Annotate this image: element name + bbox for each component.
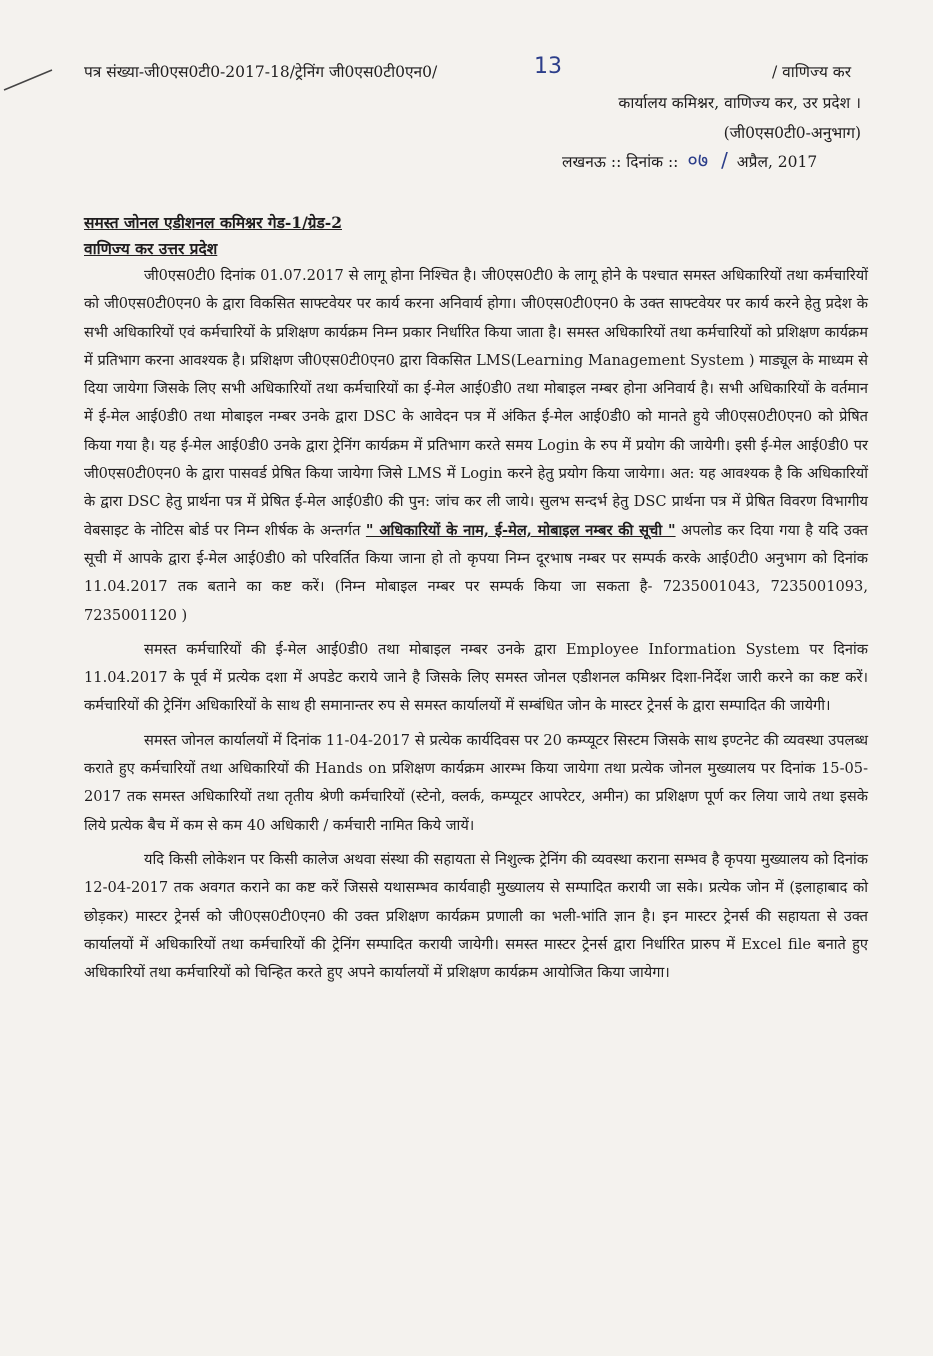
pen-stroke-mark (0, 60, 60, 100)
paragraph-1-part-b: अपलोड कर दिया गया है यदि उक्त सूची में आपके द्वारा ई-मेल आई0डी0 को परिवर्तित किया जाना हो तो कृपया निम्न दूरभाष नम्बर पर सम्पर्क करके आई0टी0 अनुभाग को दिनांक 11.04.2017 तक बताने का कष्ट करें। (निम्न मोबाइल नम्बर पर सम्पर्क किया जा सकता है- 7235001043, 7235001093, 7235001120 ) (84, 521, 868, 624)
section-name: (जी0एस0टी0-अनुभाग) (723, 124, 861, 142)
addressee-line-2: वाणिज्य कर उत्तर प्रदेश (84, 239, 218, 258)
paragraph-1-emphasis: " अधिकारियों के नाम, ई-मेल, मोबाइल नम्बर की सूची " (365, 521, 676, 539)
department-label: / वाणिज्य कर (772, 63, 852, 81)
paragraph-2: समस्त कर्मचारियों की ई-मेल आई0डी0 तथा मोबाइल नम्बर उनके द्वारा Employee Information System पर दिनांक 11.04.2017 के पूर्व में प्रत्येक दशा में अपडेट कराये जाने है जिसके लिए समस्त जोनल एडीशनल कमिश्नर दिशा-निर्देश जारी करने का कष्ट करें। कर्मचारियों की ट्रेनिंग अधिकारियों के साथ ही समानान्तर रुप से समस्त कार्यालयों में सम्बंधित जोन के मास्टर ट्रेनर्स के द्वारा सम्पादित की जायेगी। (84, 640, 868, 715)
date-month: अप्रैल, 2017 (736, 153, 818, 171)
paragraph-1 (84, 262, 868, 630)
addressee-line-1: समस्त जोनल एडीशनल कमिश्नर गेड-1/ग्रेड-2 (84, 213, 342, 232)
paragraph-1-part-a: जी0एस0टी0 दिनांक 01.07.2017 से लागू होना निश्चित है। जी0एस0टी0 के लागू होने के पश्चात समस्त अधिकारियों तथा कर्मचारियों को जी0एस0टी0एन0 के द्वारा विकसित साफ्टवेयर पर कार्य करना अनिवार्य होगा। जी0एस0टी0एन0 के उक्त साफ्टवेयर पर कार्य करने हेतु प्रदेश के सभी अधिकारियों एवं कर्मचारियों के प्रशिक्षण कार्यक्रम निम्न प्रकार निर्धारित किया जाता है। समस्त अधिकारियों तथा कर्मचारियों को प्रशिक्षण कार्यक्रम में प्रतिभाग करना आवश्यक है। प्रशिक्षण जी0एस0टी0एन0 द्वारा विकसित LMS(Learning Management System ) माड्यूल के माध्यम से दिया जायेगा जिसके लिए सभी अधिकारियों तथा कर्मचारियों का ई-मेल आई0डी0 तथा मोबाइल नम्बर होना अनिवार्य है। सभी अधिकारियों के वर्तमान में ई-मेल आई0डी0 तथा मोबाइल नम्बर उनके द्वारा DSC के आवेदन पत्र में अंकित ई-मेल आई0डी0 को मानते हुये जी0एस0टी0एन0 को प्रेषित किया गया है। यह ई-मेल आई0डी0 उनके द्वारा ट्रेनिंग कार्यक्रम में प्रतिभाग करते समय Login के रुप में प्रयोग की जायेगी। इसी ई-मेल आई0डी0 पर जी0एस0टी0एन0 के द्वारा पासवर्ड प्रेषित किया जायेगा जिसे LMS में Login करने हेतु प्रयोग किया जायेगा। अत: यह आवश्यक है कि अधिकारियों के द्वारा DSC हेतु प्रार्थना पत्र में प्रेषित ई-मेल आई0डी0 की पुन: जांच कर ली जाये। सुलभ सन्दर्भ हेतु DSC प्रार्थना पत्र में प्रेषित विवरण विभागीय वेबसाइट के नोटिस बोर्ड पर निम्न शीर्षक के अन्तर्गत (84, 267, 868, 539)
office-block (618, 88, 861, 148)
date-line (562, 146, 817, 173)
paragraph-3: समस्त जोनल कार्यालयों में दिनांक 11-04-2017 से प्रत्येक कार्यदिवस पर 20 कम्प्यूटर सिस्टम जिसके साथ इण्टनेट की व्यवस्था उपलब्ध कराते हुए कर्मचारियों तथा अधिकारियों की Hands on प्रशिक्षण कार्यक्रम आरम्भ किया जायेगा तथा प्रत्येक जोनल मुख्यालय पर दिनांक 15-05-2017 तक समस्त अधिकारियों तथा तृतीय श्रेणी कर्मचारियों (स्टेनो, क्लर्क, कम्प्यूटर आपरेटर, अमीन) का प्रशिक्षण पूर्ण कर लिया जाये तथा इसके लिये प्रत्येक बैच में कम से कम 40 अधिकारी / कर्मचारी नामित किये जायें। (84, 731, 868, 834)
handwritten-number: 13 (534, 54, 562, 79)
office-name: कार्यालय कमिश्नर, वाणिज्य कर, उर प्रदेश । (618, 94, 861, 112)
date-prefix: लखनऊ :: दिनांक :: (562, 153, 679, 171)
reference-number: पत्र संख्या-जी0एस0टी0-2017-18/ट्रेनिंग जी0एस0टी0एन0/ (84, 63, 438, 81)
addressee-block (84, 210, 342, 262)
date-slash-mark: / (721, 148, 728, 172)
handwritten-date-day: ०७ (687, 148, 709, 172)
paragraph-4: यदि किसी लोकेशन पर किसी कालेज अथवा संस्था की सहायता से निशुल्क ट्रेनिंग की व्यवस्था कराना सम्भव है कृपया मुख्यालय को दिनांक 12-04-2017 तक अवगत कराने का कष्ट करें जिससे यथासम्भव कार्यवाही मुख्यालय से सम्पादित करायी जा सके। प्रत्येक जोन में (इलाहाबाद को छोड़कर) मास्टर ट्रेनर्स को जी0एस0टी0एन0 की उक्त प्रशिक्षण कार्यक्रम प्रणाली का भली-भांति ज्ञान है। इन मास्टर ट्रेनर्स की सहायता से उक्त कार्यालयों में अधिकारियों तथा कर्मचारियों की ट्रेनिंग सम्पादित करायी जायेगी। समस्त मास्टर ट्रेनर्स द्वारा निर्धारित प्रारुप में Excel file बनाते हुए अधिकारियों तथा कर्मचारियों को चिन्हित करते हुए अपने कार्यालयों में प्रशिक्षण कार्यक्रम आयोजित किया जायेगा। (84, 850, 868, 982)
letter-body (84, 262, 868, 993)
